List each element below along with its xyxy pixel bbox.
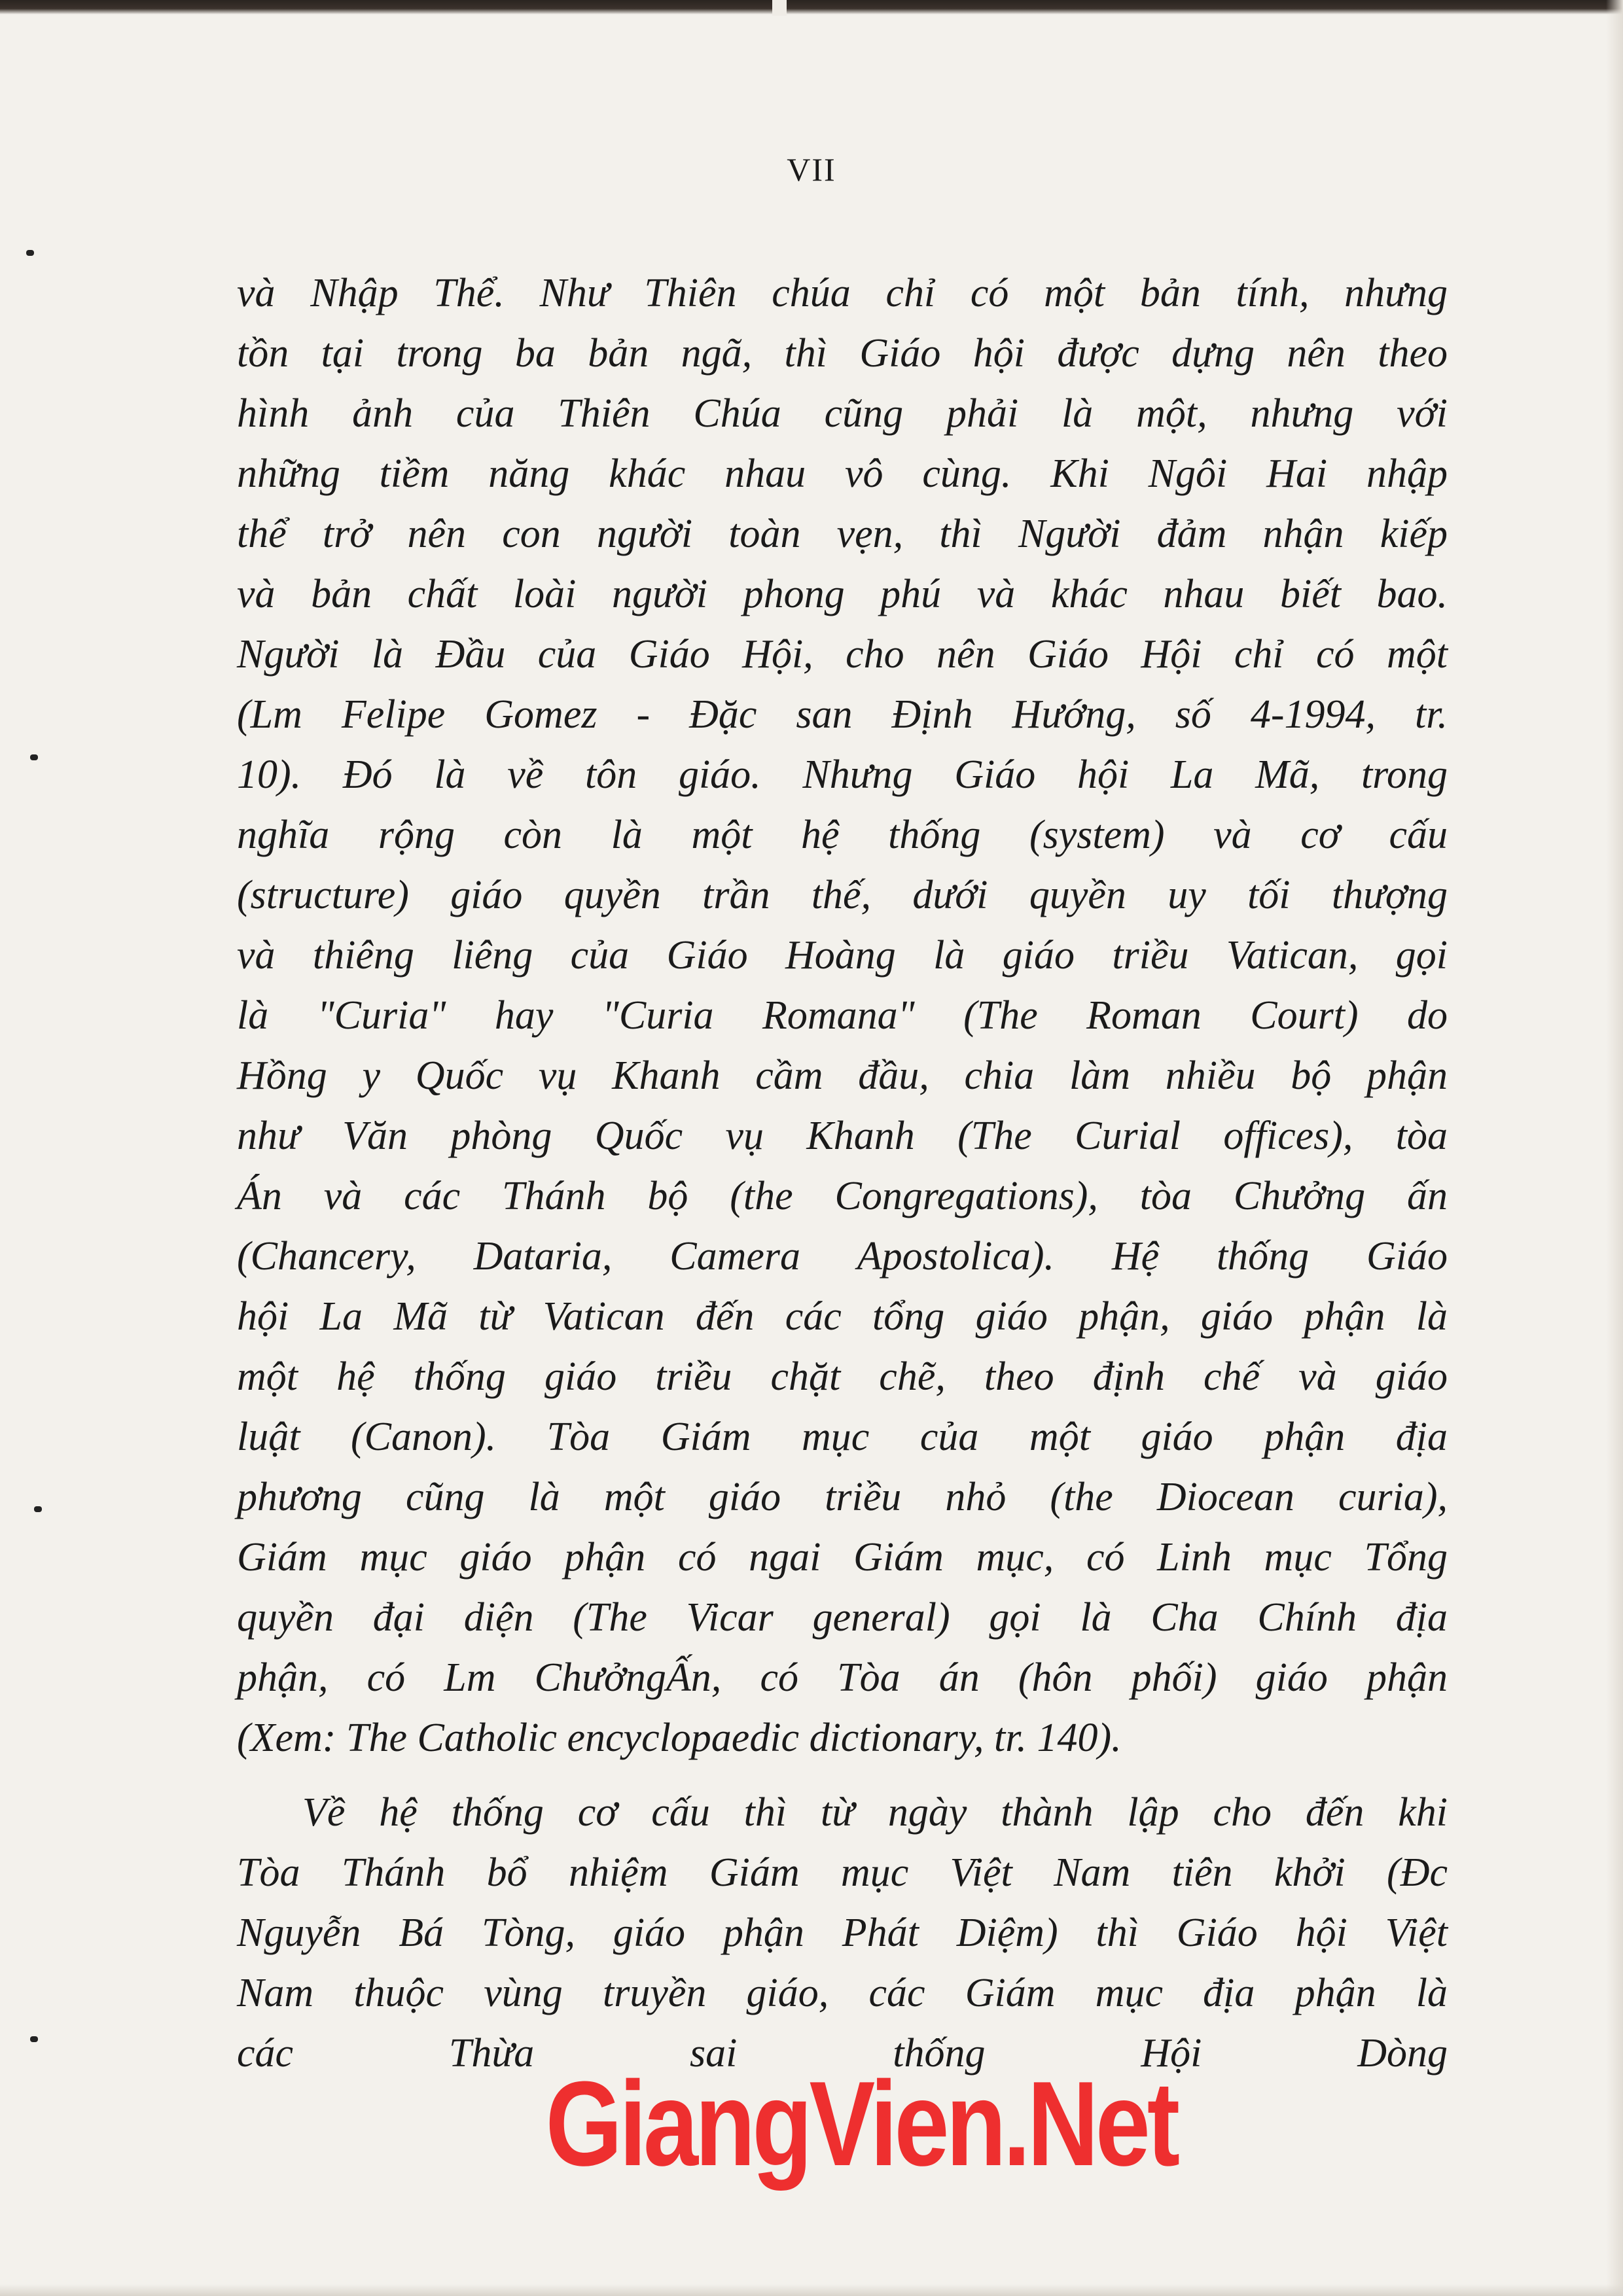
text-line: Tòa Thánh bổ nhiệm Giám mục Việt Nam tiên khởi (Đc <box>237 1850 1448 1895</box>
body-text <box>237 263 1448 2083</box>
page-top-edge-gap <box>772 0 787 16</box>
text-line: Nam thuộc vùng truyền giáo, các Giám mục địa phận là <box>237 1971 1448 2015</box>
binding-hole-mark <box>30 754 38 760</box>
text-line: và thiêng liêng của Giáo Hoàng là giáo triều Vatican, gọi <box>237 933 1448 978</box>
text-line: là "Curia" hay "Curia Romana" (The Roman Court) do <box>237 993 1448 1038</box>
text-line: một hệ thống giáo triều chặt chẽ, theo định chế và giáo <box>237 1354 1448 1399</box>
paragraph-gap <box>237 1768 1448 1782</box>
text-line: Hồng y Quốc vụ Khanh cầm đầu, chia làm nhiều bộ phận <box>237 1053 1448 1098</box>
page-number: VII <box>787 151 836 188</box>
text-line: hình ảnh của Thiên Chúa cũng phải là một, nhưng với <box>237 391 1448 436</box>
text-line: (Lm Felipe Gomez - Đặc san Định Hướng, số 4-1994, tr. <box>237 692 1448 737</box>
text-line: các Thừa sai thống Hội Dòng <box>237 2031 1448 2075</box>
text-line: (Chancery, Dataria, Camera Apostolica). Hệ thống Giáo <box>237 1234 1448 1279</box>
text-line: (structure) giáo quyền trần thế, dưới quyền uy tối thượng <box>237 873 1448 917</box>
text-line: phận, có Lm ChưởngẤn, có Tòa án (hôn phối) giáo phận <box>237 1655 1448 1700</box>
text-line: thể trở nên con người toàn vẹn, thì Người đảm nhận kiếp <box>237 512 1448 556</box>
page-top-edge-shadow <box>0 0 1623 14</box>
text-line: Án và các Thánh bộ (the Congregations), tòa Chưởng ấn <box>237 1174 1448 1218</box>
page-right-edge-shadow <box>1606 0 1623 2296</box>
text-line: Nguyễn Bá Tòng, giáo phận Phát Diệm) thì Giáo hội Việt <box>237 1911 1448 1955</box>
text-line: Người là Đầu của Giáo Hội, cho nên Giáo Hội chỉ có một <box>237 632 1448 677</box>
watermark-logo: GiangVien.Net <box>545 2056 1177 2191</box>
binding-hole-mark <box>30 2036 38 2042</box>
text-line: và Nhập Thể. Như Thiên chúa chỉ có một bản tính, nhưng <box>237 271 1448 315</box>
text-line: 10). Đó là về tôn giáo. Nhưng Giáo hội La Mã, trong <box>237 752 1448 797</box>
text-line: luật (Canon). Tòa Giám mục của một giáo phận địa <box>237 1415 1448 1459</box>
text-line: tồn tại trong ba bản ngã, thì Giáo hội được dựng nên theo <box>237 331 1448 376</box>
text-line: và bản chất loài người phong phú và khác nhau biết bao. <box>237 572 1448 616</box>
text-line: quyền đại diện (The Vicar general) gọi là Cha Chính địa <box>237 1595 1448 1640</box>
binding-hole-mark <box>34 1506 42 1512</box>
text-line: như Văn phòng Quốc vụ Khanh (The Curial offices), tòa <box>237 1114 1448 1158</box>
text-line: Giám mục giáo phận có ngai Giám mục, có Linh mục Tổng <box>237 1535 1448 1580</box>
text-line: phương cũng là một giáo triều nhỏ (the Diocean curia), <box>237 1475 1448 1519</box>
text-line: những tiềm năng khác nhau vô cùng. Khi Ngôi Hai nhập <box>237 451 1448 496</box>
text-line: nghĩa rộng còn là một hệ thống (system) và cơ cấu <box>237 813 1448 857</box>
text-line: Về hệ thống cơ cấu thì từ ngày thành lập cho đến khi <box>302 1790 1448 1835</box>
page-bottom-edge-shadow <box>0 2284 1623 2296</box>
text-line: hội La Mã từ Vatican đến các tổng giáo phận, giáo phận là <box>237 1294 1448 1339</box>
binding-hole-mark <box>26 250 34 256</box>
text-line: (Xem: The Catholic encyclopaedic dictionary, tr. 140). <box>237 1716 1122 1760</box>
